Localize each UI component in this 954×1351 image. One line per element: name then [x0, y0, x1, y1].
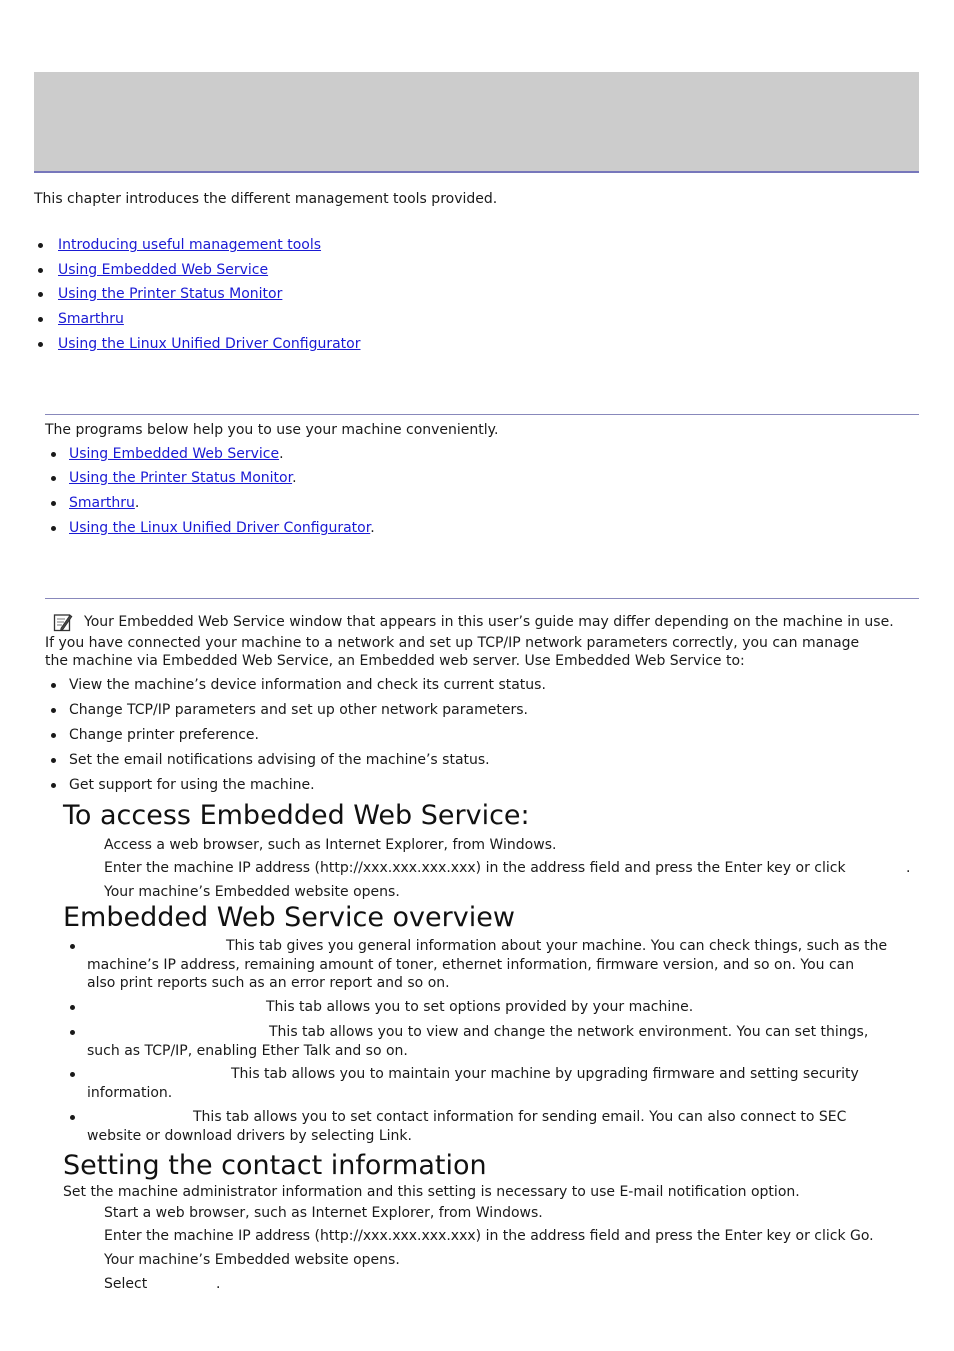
- item-period: .: [370, 520, 375, 536]
- contact-step: Select: [104, 1276, 148, 1292]
- toc-link-linux-configurator[interactable]: Using the Linux Unified Driver Configurator: [58, 336, 361, 352]
- tools-link-ews[interactable]: Using Embedded Web Service: [69, 446, 280, 462]
- item-period: .: [279, 446, 284, 462]
- bullet-icon: [38, 243, 43, 248]
- tools-lead: The programs below help you to use your machine conveniently.: [45, 422, 499, 438]
- overview-item-line: website or download drivers by selecting Link.: [87, 1128, 412, 1144]
- toc-link-status-monitor[interactable]: Using the Printer Status Monitor: [58, 286, 283, 302]
- overview-item-line: This tab allows you to maintain your machine by upgrading firmware and setting security: [231, 1066, 859, 1082]
- section-divider: [45, 598, 919, 599]
- access-step: Access a web browser, such as Internet Explorer, from Windows.: [104, 837, 557, 853]
- tools-list-item: [69, 519, 375, 537]
- bullet-icon: [51, 758, 56, 763]
- bullet-icon: [51, 452, 56, 457]
- bullet-icon: [38, 317, 43, 322]
- tools-link-smarthru[interactable]: Smarthru: [69, 495, 135, 511]
- ews-note-text: Your Embedded Web Service window that appears in this user’s guide may differ depending on the machine in use.: [84, 614, 894, 630]
- bullet-icon: [51, 476, 56, 481]
- contact-step: Start a web browser, such as Internet Explorer, from Windows.: [104, 1205, 543, 1221]
- bullet-icon: [70, 1072, 75, 1077]
- item-period: .: [134, 495, 140, 511]
- chapter-intro: This chapter introduces the different management tools provided.: [34, 191, 498, 207]
- overview-item-line: such as TCP/IP, enabling Ether Talk and so on.: [87, 1043, 408, 1059]
- toc-link-smarthru[interactable]: Smarthru: [58, 311, 124, 327]
- access-step: Your machine’s Embedded website opens.: [104, 884, 400, 900]
- tools-list-item: [69, 445, 284, 463]
- bullet-icon: [38, 342, 43, 347]
- ews-feature-item: Change printer preference.: [69, 727, 259, 743]
- access-heading: To access Embedded Web Service:: [63, 800, 530, 831]
- tools-link-linux-configurator[interactable]: Using the Linux Unified Driver Configurator: [69, 520, 371, 536]
- bullet-icon: [51, 683, 56, 688]
- tools-list-item: [69, 469, 297, 487]
- ews-para-line2: the machine via Embedded Web Service, an Embedded web server. Use Embedded Web Service to:: [45, 653, 745, 669]
- ews-feature-item: Change TCP/IP parameters and set up other network parameters.: [69, 702, 528, 718]
- overview-item-line: This tab allows you to view and change the network environment. You can set things,: [269, 1024, 869, 1040]
- contact-step-period: .: [216, 1276, 221, 1292]
- ews-feature-item: Get support for using the machine.: [69, 777, 315, 793]
- contact-heading: Setting the contact information: [63, 1150, 487, 1181]
- ews-para-line1: If you have connected your machine to a network and set up TCP/IP network parameters correctly, you can manage: [45, 635, 860, 651]
- tools-list-item: [69, 494, 139, 512]
- bullet-icon: [38, 292, 43, 297]
- overview-item-line: machine’s IP address, remaining amount of toner, ethernet information, firmware version, and so on. You can: [87, 957, 855, 973]
- bullet-icon: [51, 708, 56, 713]
- section-divider: [45, 414, 919, 415]
- overview-item-line: also print reports such as an error report and so on.: [87, 975, 450, 991]
- toc-link-ews[interactable]: Using Embedded Web Service: [58, 262, 269, 278]
- overview-heading: Embedded Web Service overview: [63, 902, 515, 933]
- bullet-icon: [70, 1115, 75, 1120]
- chapter-title-banner: [34, 72, 919, 173]
- bullet-icon: [70, 1030, 75, 1035]
- overview-item-line: This tab allows you to set contact information for sending email. You can also connect to SEC: [193, 1109, 847, 1125]
- bullet-icon: [38, 268, 43, 273]
- bullet-icon: [51, 783, 56, 788]
- access-step: Enter the machine IP address (http://xxx.xxx.xxx.xxx) in the address field and press the Enter key or click: [104, 860, 846, 876]
- ews-feature-item: View the machine’s device information and check its current status.: [69, 677, 546, 693]
- bullet-icon: [70, 1005, 75, 1010]
- bullet-icon: [51, 501, 56, 506]
- toc-link-useful-tools[interactable]: Introducing useful management tools: [58, 237, 322, 253]
- contact-lead: Set the machine administrator information and this setting is necessary to use E-mail notification option.: [63, 1184, 800, 1200]
- contact-step: Your machine’s Embedded website opens.: [104, 1252, 400, 1268]
- bullet-icon: [51, 733, 56, 738]
- overview-item-line: This tab gives you general information about your machine. You can check things, such as the: [226, 938, 888, 954]
- bullet-icon: [70, 944, 75, 949]
- tools-link-status-monitor[interactable]: Using the Printer Status Monitor: [69, 470, 293, 486]
- overview-item-line: information.: [87, 1085, 173, 1101]
- contact-step: Enter the machine IP address (http://xxx.xxx.xxx.xxx) in the address field and press the Enter key or click Go.: [104, 1228, 874, 1244]
- overview-item-line: This tab allows you to set options provided by your machine.: [266, 999, 694, 1015]
- note-icon: [53, 612, 73, 632]
- item-period: .: [292, 470, 297, 486]
- access-step-period: .: [906, 860, 911, 876]
- ews-feature-item: Set the email notifications advising of the machine’s status.: [69, 752, 490, 768]
- bullet-icon: [51, 526, 56, 531]
